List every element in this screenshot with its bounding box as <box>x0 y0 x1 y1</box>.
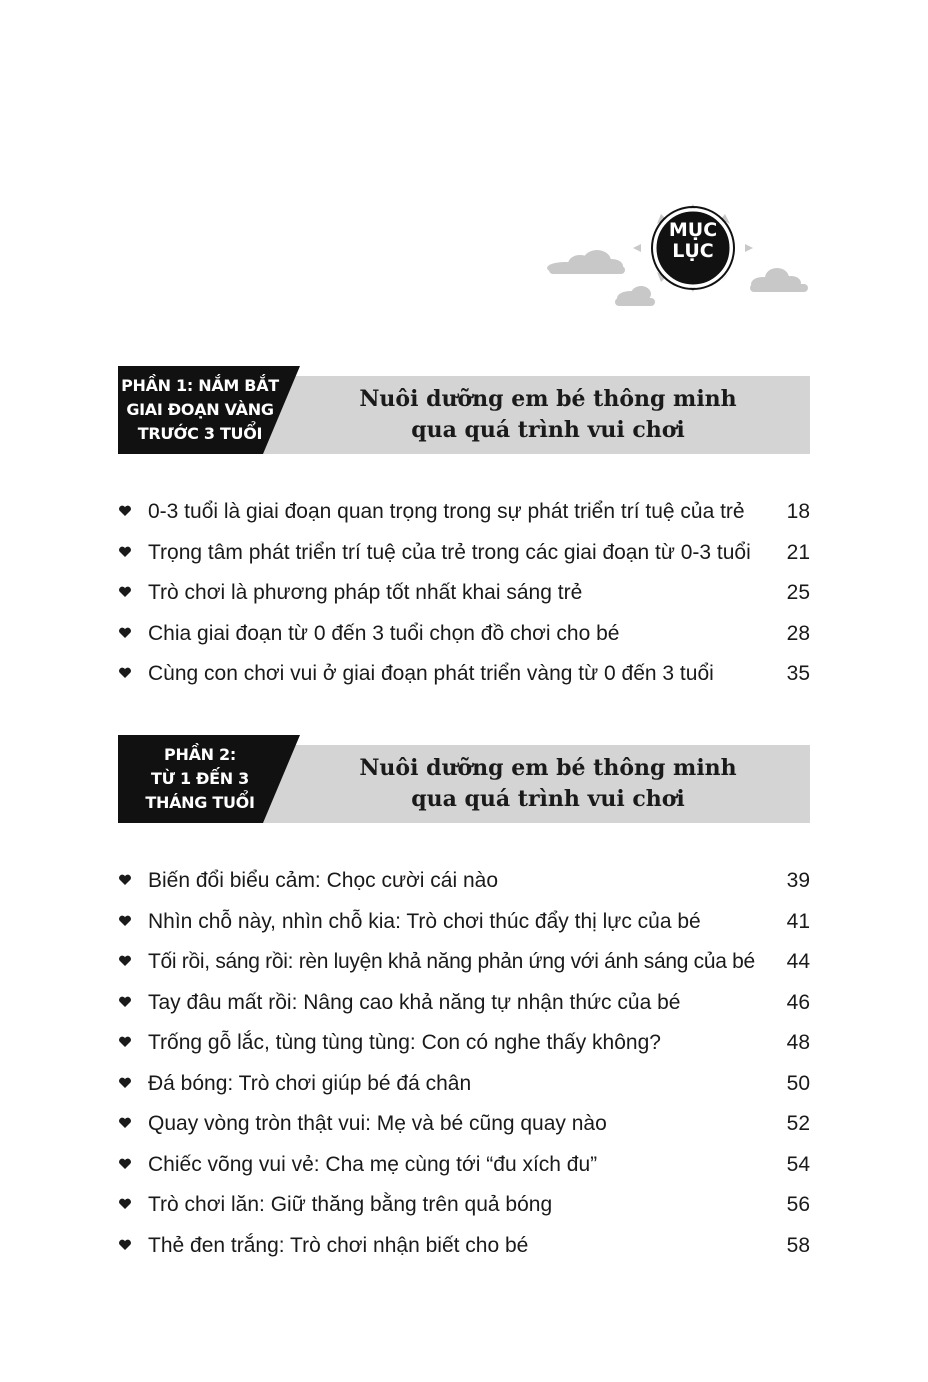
heart-bullet-icon <box>118 874 132 886</box>
toc-entry-title: Trò chơi là phương pháp tốt nhất khai sáng trẻ <box>148 581 583 604</box>
heart-bullet-icon <box>118 1036 132 1048</box>
toc-entry[interactable] <box>118 661 810 702</box>
heart-bullet-icon <box>118 1198 132 1210</box>
toc-entry-page: 52 <box>786 1112 810 1135</box>
toc-list-2 <box>118 868 810 1273</box>
toc-entry-page: 35 <box>786 662 810 685</box>
toc-entry-title: 0-3 tuổi là giai đoạn quan trọng trong sự phát triển trí tuệ của trẻ <box>148 500 745 523</box>
toc-entry-title: Chiếc võng vui vẻ: Cha mẹ cùng tới “đu xích đu” <box>148 1152 598 1176</box>
toc-entry-title: Trọng tâm phát triển trí tuệ của trẻ trong các giai đoạn từ 0-3 tuổi <box>148 540 751 564</box>
toc-entry-title: Nhìn chỗ này, nhìn chỗ kia: Trò chơi thúc đẩy thị lực của bé <box>148 909 701 933</box>
section-label-line: TỪ 1 ĐẾN 3 <box>151 769 249 788</box>
toc-entry[interactable] <box>118 499 810 540</box>
section-label <box>118 735 282 823</box>
toc-entry[interactable] <box>118 1152 810 1193</box>
toc-entry-page: 28 <box>786 621 810 645</box>
section-label-line: THÁNG TUỔI <box>145 793 255 812</box>
toc-entry-title: Đá bóng: Trò chơi giúp bé đá chân <box>148 1071 472 1095</box>
section-header-1 <box>118 366 810 456</box>
section-title <box>318 376 778 454</box>
toc-entry-title: Biến đổi biểu cảm: Chọc cười cái nào <box>148 869 499 892</box>
toc-entry[interactable] <box>118 990 810 1031</box>
heart-bullet-icon <box>118 1117 132 1129</box>
toc-entry[interactable] <box>118 909 810 950</box>
toc-entry-title: Tối rồi, sáng rồi: rèn luyện khả năng phản ứng với ánh sáng của bé <box>148 950 755 973</box>
toc-entry-page: 25 <box>786 581 810 604</box>
section-title-line: qua quá trình vui chơi <box>411 786 685 812</box>
section-title <box>318 745 778 823</box>
toc-entry[interactable] <box>118 621 810 662</box>
toc-entry-page: 46 <box>786 990 810 1014</box>
toc-entry[interactable] <box>118 580 810 621</box>
section-title-line: qua quá trình vui chơi <box>411 417 685 443</box>
section-title-line: Nuôi dưỡng em bé thông minh <box>359 755 737 781</box>
heart-bullet-icon <box>118 667 132 679</box>
toc-entry-page: 39 <box>786 869 810 892</box>
toc-entry-title: Quay vòng tròn thật vui: Mẹ và bé cũng quay nào <box>148 1112 607 1135</box>
section-label-line: TRƯỚC 3 TUỔI <box>137 424 263 443</box>
heart-bullet-icon <box>118 1239 132 1251</box>
toc-entry-title: Cùng con chơi vui ở giai đoạn phát triển vàng từ 0 đến 3 tuổi <box>148 662 714 685</box>
toc-entry[interactable] <box>118 1030 810 1071</box>
section-label <box>118 366 282 454</box>
heart-bullet-icon <box>118 996 132 1008</box>
toc-entry-page: 58 <box>786 1233 810 1257</box>
toc-heading-line-2: LỤC <box>672 240 714 262</box>
toc-list-1 <box>118 499 810 702</box>
toc-entry-page: 21 <box>786 540 810 564</box>
heart-bullet-icon <box>118 505 132 517</box>
toc-entry[interactable] <box>118 1192 810 1233</box>
toc-heading-line-1: MỤC <box>668 219 718 241</box>
section-label-line: PHẦN 1: NẮM BẮT <box>121 376 279 395</box>
toc-badge <box>545 198 810 310</box>
toc-entry-title: Chia giai đoạn từ 0 đến 3 tuổi chọn đồ chơi cho bé <box>148 621 620 645</box>
toc-entry[interactable] <box>118 868 810 909</box>
section-label-line: GIAI ĐOẠN VÀNG <box>126 400 274 419</box>
toc-entry-page: 48 <box>786 1031 810 1054</box>
toc-entry[interactable] <box>118 540 810 581</box>
toc-heading <box>655 220 731 262</box>
section-label-line: PHẦN 2: <box>164 745 236 764</box>
toc-entry-title: Tay đâu mất rồi: Nâng cao khả năng tự nhận thức của bé <box>148 990 681 1014</box>
toc-entry-title: Thẻ đen trắng: Trò chơi nhận biết cho bé <box>148 1233 529 1257</box>
toc-entry-page: 56 <box>786 1193 810 1216</box>
section-header-2 <box>118 735 810 825</box>
toc-entry[interactable] <box>118 949 810 990</box>
heart-bullet-icon <box>118 1158 132 1170</box>
toc-entry-page: 50 <box>786 1071 810 1095</box>
toc-entry-title: Trống gỗ lắc, tùng tùng tùng: Con có nghe thấy không? <box>148 1031 661 1054</box>
toc-entry-page: 54 <box>786 1152 810 1176</box>
toc-entry-page: 41 <box>786 909 810 933</box>
toc-entry-title: Trò chơi lăn: Giữ thăng bằng trên quả bóng <box>148 1193 553 1216</box>
toc-entry-page: 44 <box>786 950 810 973</box>
toc-entry-page: 18 <box>786 500 810 523</box>
toc-entry[interactable] <box>118 1233 810 1274</box>
heart-bullet-icon <box>118 955 132 967</box>
section-title-line: Nuôi dưỡng em bé thông minh <box>359 386 737 412</box>
toc-entry[interactable] <box>118 1071 810 1112</box>
heart-bullet-icon <box>118 586 132 598</box>
heart-bullet-icon <box>118 627 132 639</box>
heart-bullet-icon <box>118 546 132 558</box>
heart-bullet-icon <box>118 915 132 927</box>
toc-entry[interactable] <box>118 1111 810 1152</box>
heart-bullet-icon <box>118 1077 132 1089</box>
